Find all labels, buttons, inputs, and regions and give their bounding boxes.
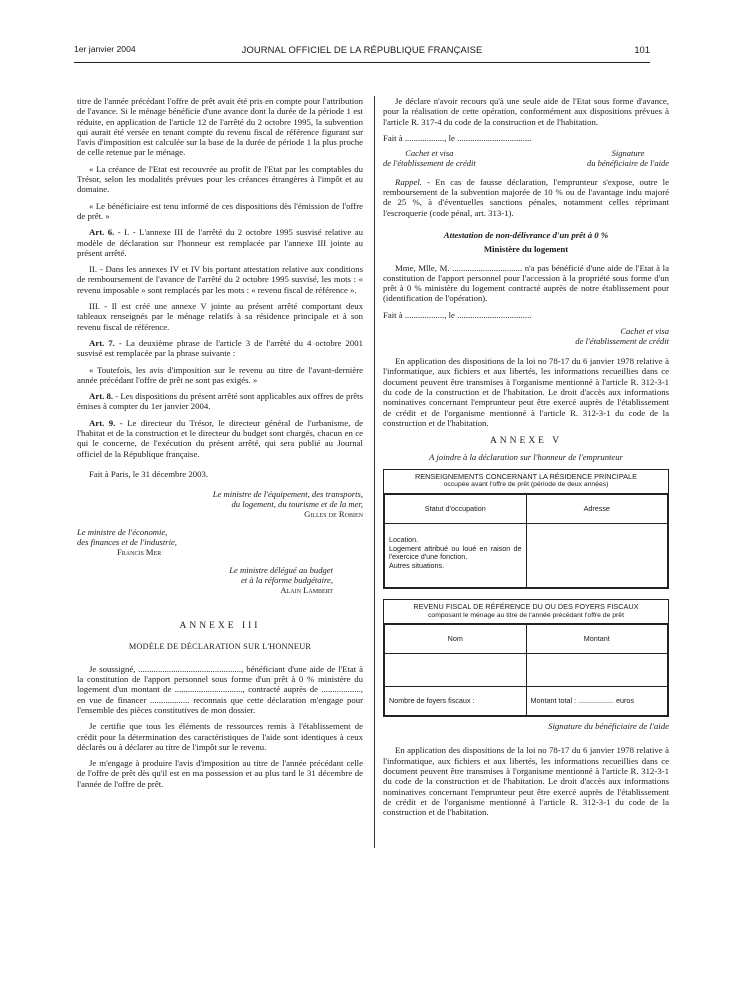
- header-rule: [74, 62, 650, 63]
- residence-grid: [384, 494, 668, 588]
- signature-label: du bénéficiaire de l'aide: [587, 157, 669, 168]
- header-date: 1er janvier 2004: [74, 44, 136, 54]
- column-divider: [374, 96, 375, 848]
- modele-heading: MODÈLE DE DÉCLARATION SUR L'HONNEUR: [128, 641, 312, 651]
- article-8: [77, 391, 363, 412]
- ministere-title: Ministère du logement: [483, 244, 569, 255]
- column-header: Statut d'occupation: [385, 494, 527, 523]
- cachet-block: [383, 149, 476, 169]
- signature-title: du logement, du tourisme et de la mer,: [231, 499, 363, 510]
- paragraph: Je m'engage à produire l'avis d'imposition au titre de l'année précédant celle de l'offre de prêt dès qu'il est en ma possession et au plus tard le 31 décembre de l'année de l'offre de prêt.: [77, 758, 363, 789]
- signature-title: Le ministre délégué au budget: [229, 565, 333, 576]
- cachet-label: Cachet et visa: [620, 326, 669, 337]
- signature-block-3: [77, 565, 363, 595]
- signature-block-1: [77, 489, 363, 519]
- statut-option: Autres situations.: [389, 560, 445, 570]
- rappel-text: - En cas de fausse déclaration, l'emprunteur s'expose, outre le remboursement de la subvention majorée de 10 % ou de l'avantage indu majoré de 25 %, à d'éventuelles sanctions pénales, notamment celles réprimant l'escroquerie (code pénal, art. 313-1).: [383, 176, 669, 218]
- column-header: Adresse: [526, 494, 668, 523]
- article-9: [77, 418, 363, 459]
- paragraph: Je soussigné, ..............................................., bénéficiant d'une aide de l'Etat à la constitution de l'apport personnel sous forme d'un prêt à 0 % ministère du logement d'un montant de ..............................., contracté auprès de .................., en vue de financer .................. reconnais que cette déclaration m'engage pour l'ensemble des pièces constitutives de mon dossier.: [77, 663, 363, 715]
- article-label: Art. 7.: [89, 337, 115, 348]
- montant-cell[interactable]: [526, 654, 668, 687]
- table-title: [384, 470, 668, 494]
- rappel-label: Rappel.: [395, 176, 422, 187]
- foyers-cell: Nombre de foyers fiscaux :: [385, 687, 527, 716]
- signatory-name: Alain Lambert: [280, 585, 333, 596]
- cachet-label: de l'établissement de crédit: [383, 157, 476, 168]
- signature-title: et à la réforme budgétaire,: [240, 575, 333, 586]
- signature-title: des finances et de l'industrie,: [77, 537, 177, 548]
- article-label: Art. 8.: [89, 391, 114, 402]
- article-text: - Le directeur du Trésor, le directeur général de l'urbanisme, de l'habitat et de la construction et le directeur du budget sont chargés, chacun en ce qui le concerne, de l'exécution du présent arrêté, qui sera publié au Journal officiel de la République française.: [77, 417, 363, 459]
- paragraph: « Toutefois, les avis d'imposition sur le revenu au titre de l'avant-dernière année précédant l'offre de prêt ne sont pas exigés. »: [77, 364, 363, 385]
- fait-line: Fait à .................., le ..................................: [383, 309, 532, 320]
- header-page-number: 101: [634, 44, 650, 55]
- paragraph: II. - Dans les annexes IV et IV bis portant attestation relative aux conditions de remboursement de l'avance de l'arrêté du 2 octobre 1995 susvisé, les mots : « revenu imposable » sont remplacés par les mots : « revenu fiscal de référence ».: [77, 264, 363, 295]
- column-header: Nom: [385, 625, 527, 654]
- adresse-cell[interactable]: [526, 523, 668, 587]
- annexe-iii-heading: ANNEXE III: [179, 621, 261, 632]
- paragraph: Mme, Mlle, M. ................................ n'a pas bénéficié d'une aide de l'Etat à la constitution de l'apport personnel pour l'accession à la propriété sous forme d'un prêt à 0 % ministère du logement contracté auprès de notre établissement pour (identification de l'opération).: [383, 262, 669, 304]
- revenu-fiscal-table: [383, 599, 669, 717]
- signature-row: [383, 149, 669, 169]
- article-text: - I. - L'annexe III de l'arrêté du 2 octobre 1995 susvisé relative au modèle de déclaration sur l'honneur est remplacée par l'annexe III jointe au présent arrêté.: [77, 227, 363, 258]
- left-column: [77, 96, 363, 795]
- cachet-label: Cachet et visa: [405, 148, 454, 159]
- total-cell: Montant total : .................. euros: [526, 687, 668, 716]
- paragraph: III. - Il est créé une annexe V jointe au présent arrêté comportant deux tableaux renseignés par le ménage relatifs à sa résidence principale et à son revenu fiscal de référence.: [77, 301, 363, 332]
- paragraph: Je certifie que tous les éléments de ressources remis à l'établissement de crédit pour la détermination des caractéristiques de l'aide sont identiques à ceux déclarés ou à déclarer au titre de l'impôt sur le revenu.: [77, 721, 363, 752]
- fait-line: Fait à .................., le ..................................: [383, 132, 532, 143]
- right-column: [383, 96, 669, 823]
- article-label: Art. 6.: [89, 227, 115, 238]
- paragraph: « Le bénéficiaire est tenu informé de ces dispositions dès l'émission de l'offre de prêt. »: [77, 200, 363, 221]
- signature-beneficiaire: Signature du bénéficiaire de l'aide: [548, 721, 669, 732]
- paragraph: En application des dispositions de la loi no 78-17 du 6 janvier 1978 relative à l'informatique, aux fichiers et aux libertés, les informations recueillies dans ce document peuvent être transmises à l'organisme mentionné à l'article R. 312-3-1 du code de la construction et de l'habitation. Le droit d'accès aux informations nominatives concernant l'emprunteur peut être exercé auprès de l'établissement de crédit et de l'organisme mentionné à l'article R. 312-3-1 du code de la construction et de l'habitation.: [383, 356, 669, 428]
- table-title-text: RENSEIGNEMENTS CONCERNANT LA RÉSIDENCE PRINCIPALE: [415, 471, 637, 481]
- paragraph: titre de l'année précédant l'offre de prêt avait été pris en compte pour l'attribution de l'avance. Si le ménage bénéficie d'une avance dont la durée de la période 1 est réduite, en application de l'article 12 de l'arrêté du 2 octobre 1995, la subvention qui aurait été versée en tenant compte du revenu fiscal de référence figurant sur l'avis d'imposition est calculée sur la base de la durée de période 1 la plus proche de celle retenue par le ménage.: [77, 96, 363, 158]
- statut-option: Logement attribué ou loué en raison de l'exercice d'une fonction.: [389, 543, 522, 562]
- column-header: Montant: [526, 625, 668, 654]
- article-text: - Les dispositions du présent arrêté sont applicables aux offres de prêts émises à compter du 1er janvier 2004.: [77, 391, 363, 412]
- article-6: [77, 227, 363, 258]
- signature-block: [587, 149, 669, 169]
- article-text: - La deuxième phrase de l'article 3 de l'arrêté du 4 octobre 2001 susvisé est remplacée par la phrase suivante :: [77, 337, 363, 359]
- signature-title: Le ministre de l'économie,: [77, 527, 168, 538]
- annexe-v-heading: ANNEXE V: [489, 436, 563, 447]
- annexe-v-subtitle: A joindre à la déclaration sur l'honneur de l'emprunteur: [429, 452, 623, 463]
- cachet-label: de l'établissement de crédit: [575, 336, 669, 347]
- rappel: [383, 177, 669, 218]
- article-7: [77, 338, 363, 359]
- table-subtitle: occupée avant l'offre de prêt (période de deux années): [443, 481, 609, 489]
- table-title-text: REVENU FISCAL DE RÉFÉRENCE DU OU DES FOYERS FISCAUX: [413, 601, 639, 611]
- statut-cell: [385, 523, 527, 587]
- revenu-grid: [384, 624, 668, 716]
- signature-label: Signature: [611, 148, 645, 159]
- paragraph: En application des dispositions de la loi no 78-17 du 6 janvier 1978 relative à l'informatique, aux fichiers et aux libertés, les informations recueillies dans ce document peuvent être transmises à l'organisme mentionné à l'article R. 312-3-1 du code de la construction et de l'habitation. Le droit d'accès aux informations nominatives concernant l'emprunteur peut être exercé auprès de l'établissement de crédit et de l'organisme mentionné à l'article R. 312-3-1 du code de la construction et de l'habitation.: [383, 745, 669, 818]
- nom-cell[interactable]: [385, 654, 527, 687]
- table-title: [384, 600, 668, 624]
- header-journal-title: JOURNAL OFFICIEL DE LA RÉPUBLIQUE FRANÇAISE: [241, 44, 483, 55]
- signatory-name: Francis Mer: [117, 547, 162, 558]
- paragraph: Je déclare n'avoir recours qu'à une seule aide de l'Etat sous forme d'avance, pour la réalisation de cette opération, conformément aux dispositions prévues à l'article R. 317-4 du code de la construction et de l'habitation.: [383, 96, 669, 127]
- statut-option: Location.: [389, 534, 419, 544]
- article-label: Art. 9.: [89, 417, 116, 428]
- residence-table: [383, 469, 669, 589]
- cachet-block-2: [383, 326, 669, 346]
- paragraph: « La créance de l'Etat est recouvrée au profit de l'Etat par les comptables du Trésor, selon les modalités prévues pour les créances étrangères à l'impôt et au domaine.: [77, 163, 363, 195]
- attestation-title: Attestation de non-délivrance d'un prêt à 0 %: [443, 229, 609, 240]
- table-subtitle: composant le ménage au titre de l'année précédant l'offre de prêt: [428, 611, 624, 619]
- fait-a-paris: Fait à Paris, le 31 décembre 2003.: [89, 468, 209, 479]
- signature-title: Le ministre de l'équipement, des transports,: [212, 489, 363, 500]
- page-header: [74, 44, 650, 58]
- signatory-name: Gilles de Robien: [304, 509, 363, 520]
- signature-block-2: [77, 527, 363, 557]
